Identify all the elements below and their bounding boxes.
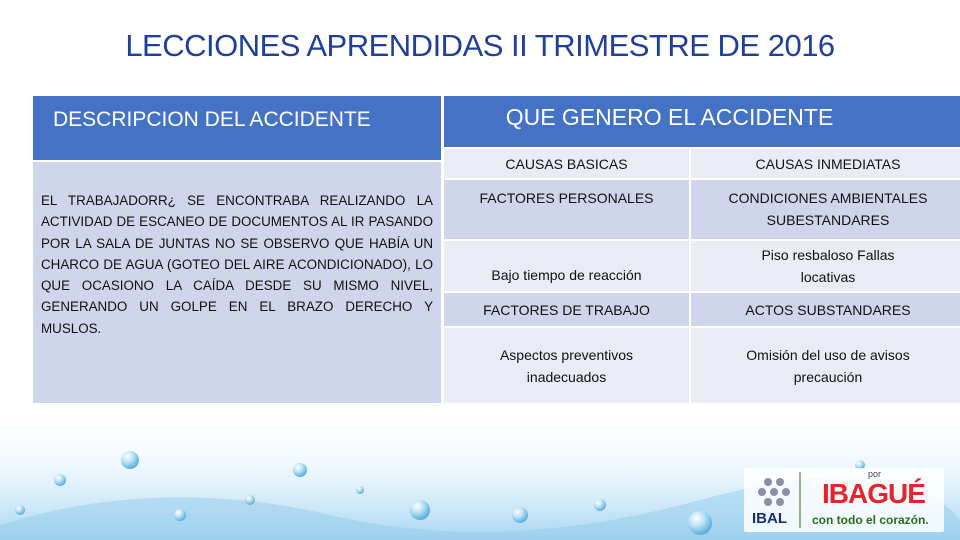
table-cell: CONDICIONES AMBIENTALES SUBESTANDARES — [691, 180, 960, 239]
ibague-logo: IBAGUÉ — [822, 478, 925, 509]
por-label: por — [868, 469, 882, 479]
table-cell: Bajo tiempo de reacción — [444, 241, 689, 291]
table-cell: ACTOS SUBSTANDARES — [691, 293, 960, 326]
col-header-basic-causes: CAUSAS BASICAS — [444, 149, 689, 178]
table-cell: FACTORES DE TRABAJO — [444, 293, 689, 326]
description-header: DESCRIPCION DEL ACCIDENTE — [33, 96, 441, 160]
page-title: LECCIONES APRENDIDAS II TRIMESTRE DE 2016 — [125, 28, 835, 63]
table-cell: Aspectos preventivos inadecuados — [444, 328, 689, 403]
causes-header: QUE GENERO EL ACCIDENTE — [444, 96, 960, 147]
slogan: con todo el corazón. — [812, 513, 929, 527]
table-cell: Omisión del uso de avisos precaución — [691, 328, 960, 403]
ibal-logo: IBAL — [752, 510, 787, 527]
description-text: EL TRABAJADORR¿ SE ENCONTRABA REALIZANDO LA ACTIVIDAD DE ESCANEO DE DOCUMENTOS AL IR PASANDO POR LA SALA DE JUNTAS NO SE OBSERVO QUE HABÍA UN CHARCO DE AGUA (GOTEO DEL AIRE ACONDICIONADO), LO QUE OCASIONO LA CAÍDA DESDE SU MISMO NIVEL, GENERANDO UN GOLPE EN EL BRAZO DERECHO Y MUSLOS. — [33, 162, 441, 403]
table-cell: Piso resbaloso Fallas locativas — [691, 241, 960, 291]
col-header-immediate-causes: CAUSAS INMEDIATAS — [691, 149, 960, 178]
table-cell: FACTORES PERSONALES — [444, 180, 689, 239]
